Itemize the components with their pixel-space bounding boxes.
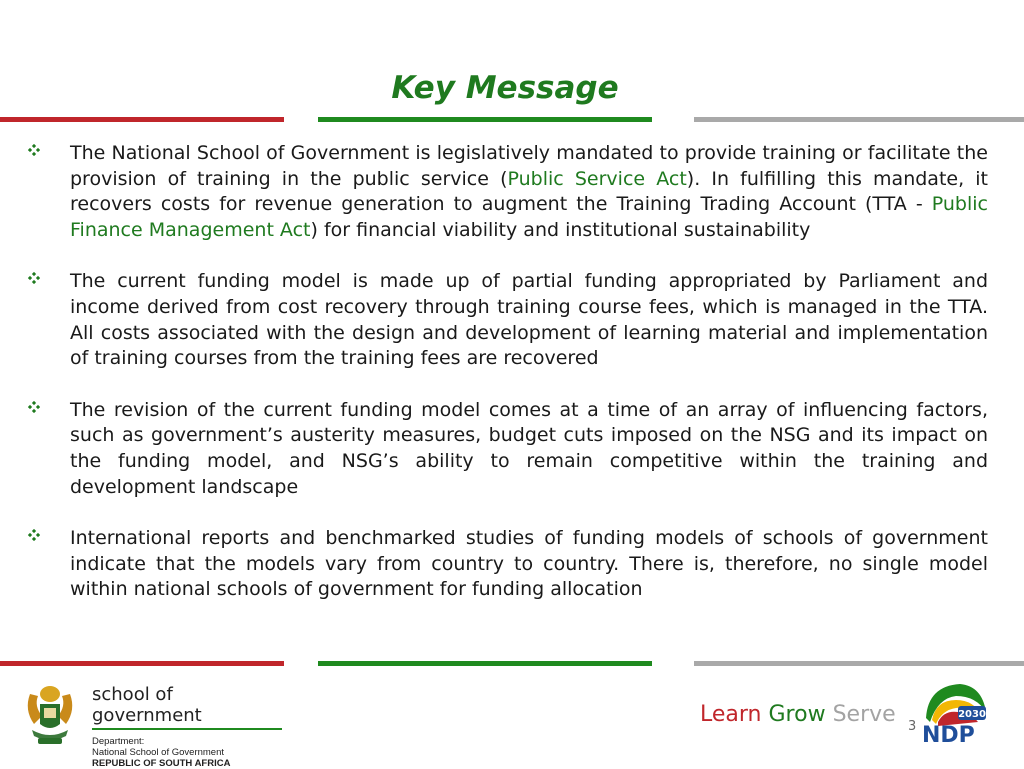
public-service-act-reference: Public Service Act [507, 167, 687, 190]
bottom-red-rule [0, 661, 284, 666]
top-green-rule [318, 117, 652, 122]
bullet-text: International reports and benchmarked studies of funding models of schools of government indicate that the models vary from country to country. There is, therefore, no single model within national schools of government for funding allocation [70, 527, 988, 601]
bullet-list [28, 141, 988, 629]
page-number: 3 [908, 719, 917, 734]
top-red-rule [0, 117, 284, 122]
bullet-text: The National School of Government is legislatively mandated to provide training or facilitate the provision of training in the public service ( [70, 142, 988, 190]
diamond-bullet-icon [28, 144, 40, 156]
bullet-item [28, 141, 988, 243]
bullet-text: The current funding model is made up of partial funding appropriated by Parliament and income derived from cost recovery through training course fees, which is managed in the TTA. All costs associated with the design and development of learning material and implementation of training courses from the training fees are recovered [70, 270, 988, 370]
school-of-government-wordmark [92, 684, 282, 769]
bottom-green-rule [318, 661, 652, 666]
dept-name: National School of Government [92, 747, 225, 758]
dept-label: Department: [92, 736, 145, 747]
bullet-item [28, 526, 988, 603]
school-of-government-logo [22, 680, 282, 769]
tagline [700, 702, 896, 727]
pfma-reference: Public Finance Management Act [70, 193, 988, 241]
bullet-text: ). In fulfilling this mandate, it recovers costs for revenue generation to augment the Training Trading Account (TTA - [70, 167, 988, 216]
bullet-text: The revision of the current funding model comes at a time of an array of influencing factors, such as government’s austerity measures, budget cuts imposed on the NSG and its impact on the funding model, and NSG’s ability to remain competitive within the training and development landscape [70, 398, 988, 498]
bullet-item [28, 269, 988, 371]
top-grey-rule [694, 117, 1024, 122]
svg-text:NDP: NDP [922, 723, 975, 748]
diamond-bullet-icon [28, 401, 40, 413]
bullet-text: ) for financial viability and institutional sustainability [310, 218, 811, 241]
org-name: school of government [92, 684, 282, 730]
coat-of-arms-icon [22, 680, 78, 750]
diamond-bullet-icon [28, 529, 40, 541]
tagline-learn: Learn [700, 702, 762, 727]
diamond-bullet-icon [28, 272, 40, 284]
country-name: REPUBLIC OF SOUTH AFRICA [92, 758, 231, 769]
tagline-serve: Serve [832, 702, 896, 727]
slide-title: Key Message [391, 70, 619, 106]
tagline-grow: Grow [768, 702, 826, 727]
ndp-year: 2030 [958, 709, 986, 720]
ndp-2030-logo [916, 678, 988, 748]
bottom-grey-rule [694, 661, 1024, 666]
bullet-item [28, 398, 988, 500]
